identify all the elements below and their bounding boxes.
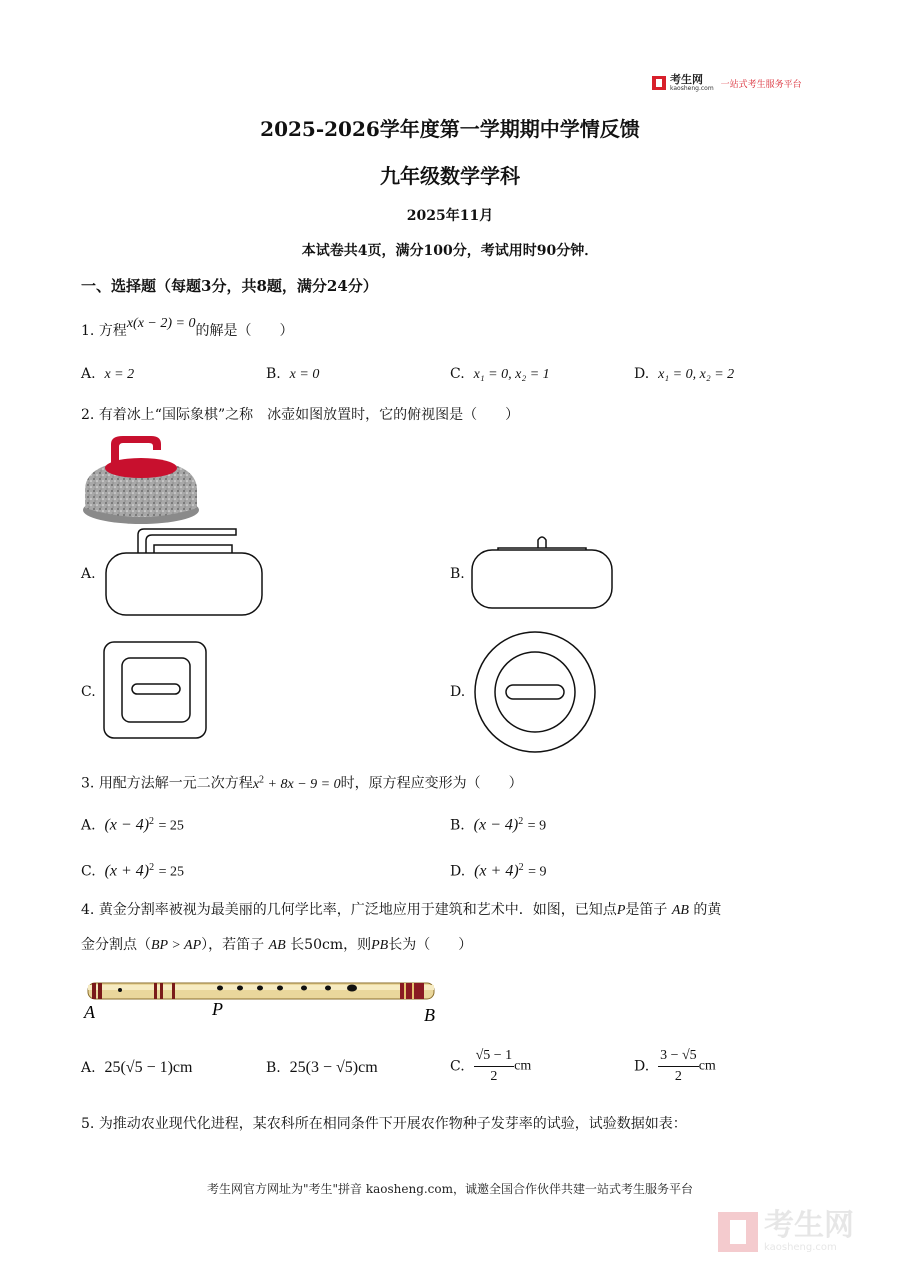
q3-option-d[interactable]: D. $(x + 4)^2 = 9$ — [450, 862, 547, 880]
curling-stone-image — [81, 430, 201, 525]
q2-option-b-figure[interactable] — [468, 532, 618, 612]
logo-name: 考生网 — [670, 73, 703, 86]
section-heading: 一、选择题（每题3分，共8题，满分24分） — [81, 277, 378, 295]
subject-title: 九年级数学学科 — [380, 164, 520, 188]
watermark-logo: 考生网 kaosheng.com — [718, 1210, 854, 1253]
q1-number: 1. — [81, 323, 95, 339]
q3-text-end: 时，原方程应变形为（ ） — [340, 775, 523, 792]
q2-option-b-label[interactable]: B. — [450, 566, 465, 582]
q2-option-d-label[interactable]: D. — [450, 684, 466, 700]
q2-option-a-label[interactable]: A. — [81, 566, 96, 582]
question-5: 5. 为推动农业现代化进程，某农科所在相同条件下开展农作物种子发芽率的试验，试验数据如表： — [81, 1116, 687, 1132]
q2-option-c-label[interactable]: C. — [81, 684, 96, 700]
q1-equation: x(x − 2) = 0 — [126, 316, 196, 331]
q4-option-b[interactable]: B. 25(3 − √5)cm — [266, 1059, 378, 1076]
question-3: 3. 用配方法解一元二次方程$x^2 + 8x - 9 = 0$时，原方程应变形为（ ） — [81, 774, 523, 792]
q2-option-c-figure[interactable] — [102, 640, 210, 742]
q1-text: 方程 — [98, 323, 127, 339]
q3-option-c[interactable]: C. $(x + 4)^2 = 25$ — [81, 862, 184, 880]
q1-option-c[interactable]: C. x₁ = 0, x₂ = 1 — [450, 366, 550, 382]
q3-text: 用配方法解一元二次方程 — [98, 775, 253, 792]
page-footer: 考生网官方网址为"考生"拼音 kaosheng.com，诚邀全国合作伙伴共建一站式考生服务平台 — [206, 1182, 694, 1196]
question-2: 2. 有着冰上“国际象棋”之称 冰壶如图放置时，它的俯视图是（ ） — [81, 407, 520, 423]
exam-info: 本试卷共4页，满分100分，考试用时90分钟． — [301, 243, 599, 259]
q1-option-d[interactable]: D. x₁ = 0, x₂ = 2 — [634, 366, 735, 382]
exam-date: 2025年11月 — [406, 208, 494, 224]
flute-label-p: P — [212, 999, 223, 1019]
q4-option-d[interactable]: D. $\frac{3 - √5}{2}$ cm — [634, 1048, 716, 1084]
q1-option-a[interactable]: A. x = 2 — [81, 366, 135, 382]
question-4-line-2: 金分割点（BP > AP），若笛子 AB 长50cm，则PB长为（ ） — [81, 937, 473, 953]
kaosheng-logo-icon — [652, 76, 666, 90]
q2-text: 有着冰上“国际象棋”之称 冰壶如图放置时，它的俯视图是（ ） — [98, 407, 520, 423]
q3-equation: $x^2 + 8x - 9 = 0$ — [252, 774, 341, 792]
q4-option-a[interactable]: A. 25(√5 − 1)cm — [81, 1059, 193, 1076]
q3-option-a[interactable]: A. $(x - 4)^2 = 25$ — [81, 816, 184, 834]
flute-figure — [82, 975, 442, 1027]
question-4-line-1: 4. 黄金分割率被视为最美丽的几何学比率，广泛地应用于建筑和艺术中．如图，已知点P是笛子 AB 的黄 — [81, 902, 722, 918]
q4-option-c[interactable]: C. $\frac{√5 - 1}{2}$ cm — [450, 1048, 532, 1084]
brand-logo — [652, 74, 802, 92]
exam-title: 2025-2026学年度第一学期期中学情反馈 — [260, 117, 640, 141]
q1-option-b[interactable]: B. x = 0 — [266, 366, 320, 382]
q2-option-d-figure[interactable] — [472, 630, 598, 754]
kaosheng-watermark-icon — [718, 1212, 758, 1252]
q5-text: 为推动农业现代化进程，某农科所在相同条件下开展农作物种子发芽率的试验，试验数据如表： — [98, 1116, 687, 1132]
question-1 — [81, 316, 294, 342]
flute-label-b: B — [424, 1005, 435, 1025]
q1-text-end: 的解是（ ） — [195, 323, 294, 339]
flute-label-a: A — [84, 1002, 95, 1022]
logo-domain: kaosheng.com — [670, 85, 714, 92]
q2-option-a-figure[interactable] — [100, 525, 270, 620]
q3-option-b[interactable]: B. $(x - 4)^2 = 9$ — [450, 816, 547, 834]
logo-slogan: 一站式考生服务平台 — [720, 79, 802, 90]
